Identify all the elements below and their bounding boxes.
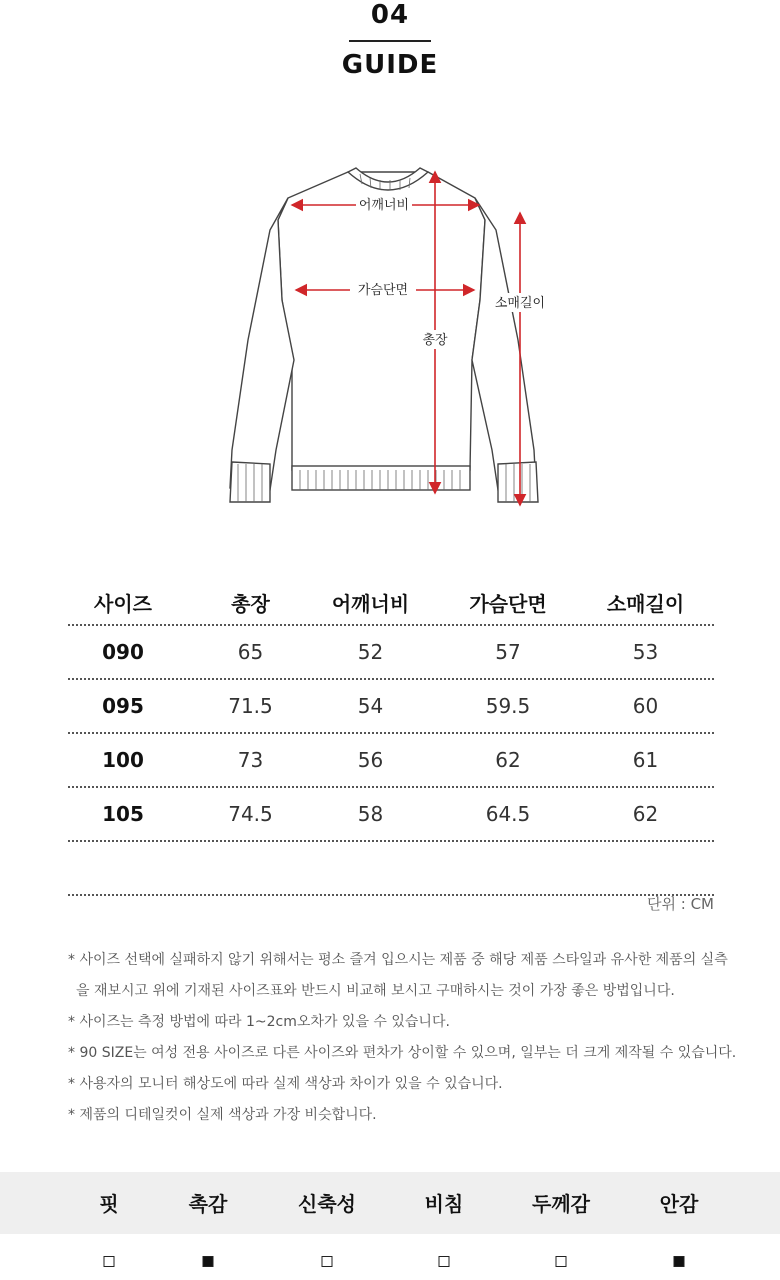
shoulder-width-label: 어깨너비 [358,197,410,212]
thickness-checkbox [556,1256,567,1267]
chest-width-label: 가슴단면 [357,282,409,297]
length-cell: 71.5 [228,694,273,718]
size-table [68,580,714,896]
note-line: * 90 SIZE는 여성 전용 사이즈로 다른 사이즈와 편차가 상이할 수 있으며, 일부는 더 크게 제작될 수 있습니다. [68,1045,737,1061]
lining-checkbox [674,1256,685,1267]
size-cell: 105 [102,802,144,826]
column-header-shoulder: 어깨너비 [331,591,410,616]
size-cell: 090 [102,640,144,664]
table-row [68,788,714,840]
thickness-label: 두께감 [532,1192,590,1216]
table-row [68,680,714,732]
sweatshirt-measurement-diagram [200,150,580,530]
empty-table-row [68,842,714,894]
chest-cell: 64.5 [485,802,531,826]
note-line: * 사이즈 선택에 실패하지 않기 위해서는 평소 즐겨 입으시는 제품 중 해당 제품 스타일과 유사한 제품의 실측 [68,952,728,968]
lining-label: 안감 [659,1192,699,1216]
title-divider [349,40,431,42]
note-line: * 사이즈는 측정 방법에 따라 1~2cm오차가 있을 수 있습니다. [68,1014,450,1030]
unit-label: 단위 : CM [647,895,714,913]
sleeve-cell: 60 [632,694,659,718]
total-length-label: 총장 [422,332,448,347]
fit-checkbox [104,1256,115,1267]
texture-label: 촉감 [188,1192,228,1216]
column-header-size: 사이즈 [94,591,152,616]
chest-cell: 57 [495,640,521,664]
section-title: GUIDE [341,50,439,80]
length-cell: 65 [237,640,264,664]
table-header-row [68,580,714,624]
shoulder-cell: 58 [357,802,384,826]
stretch-label: 신축성 [298,1192,356,1216]
table-row [68,626,714,678]
sleeve-cell: 53 [632,640,659,664]
stretch-checkbox [322,1256,333,1267]
fit-label: 핏 [99,1192,119,1216]
sleeve-cell: 62 [632,802,659,826]
transparency-checkbox [439,1256,450,1267]
transparency-label: 비침 [424,1192,464,1216]
column-header-length: 총장 [231,591,270,616]
sleeve-cell: 61 [632,748,659,772]
sleeve-length-label: 소매길이 [494,295,546,310]
size-notes [68,945,768,1131]
length-cell: 73 [237,748,264,772]
row-divider [68,894,714,896]
shoulder-cell: 54 [357,694,384,718]
table-row [68,734,714,786]
shoulder-cell: 52 [357,640,384,664]
shoulder-cell: 56 [357,748,384,772]
note-line: 을 재보시고 위에 기재된 사이즈표와 반드시 비교해 보시고 구매하시는 것이 가장 좋은 방법입니다. [76,983,675,999]
size-cell: 095 [102,694,144,718]
chest-cell: 62 [495,748,521,772]
texture-checkbox [203,1256,214,1267]
chest-cell: 59.5 [485,694,531,718]
section-number: 04 [370,0,410,30]
note-line: * 제품의 디테일컷이 실제 색상과 가장 비슷합니다. [68,1107,377,1123]
size-cell: 100 [102,748,144,772]
note-line: * 사용자의 모니터 해상도에 따라 실제 색상과 차이가 있을 수 있습니다. [68,1076,503,1092]
length-cell: 74.5 [228,802,273,826]
column-header-chest: 가슴단면 [469,591,547,616]
column-header-sleeve: 소매길이 [606,591,685,616]
